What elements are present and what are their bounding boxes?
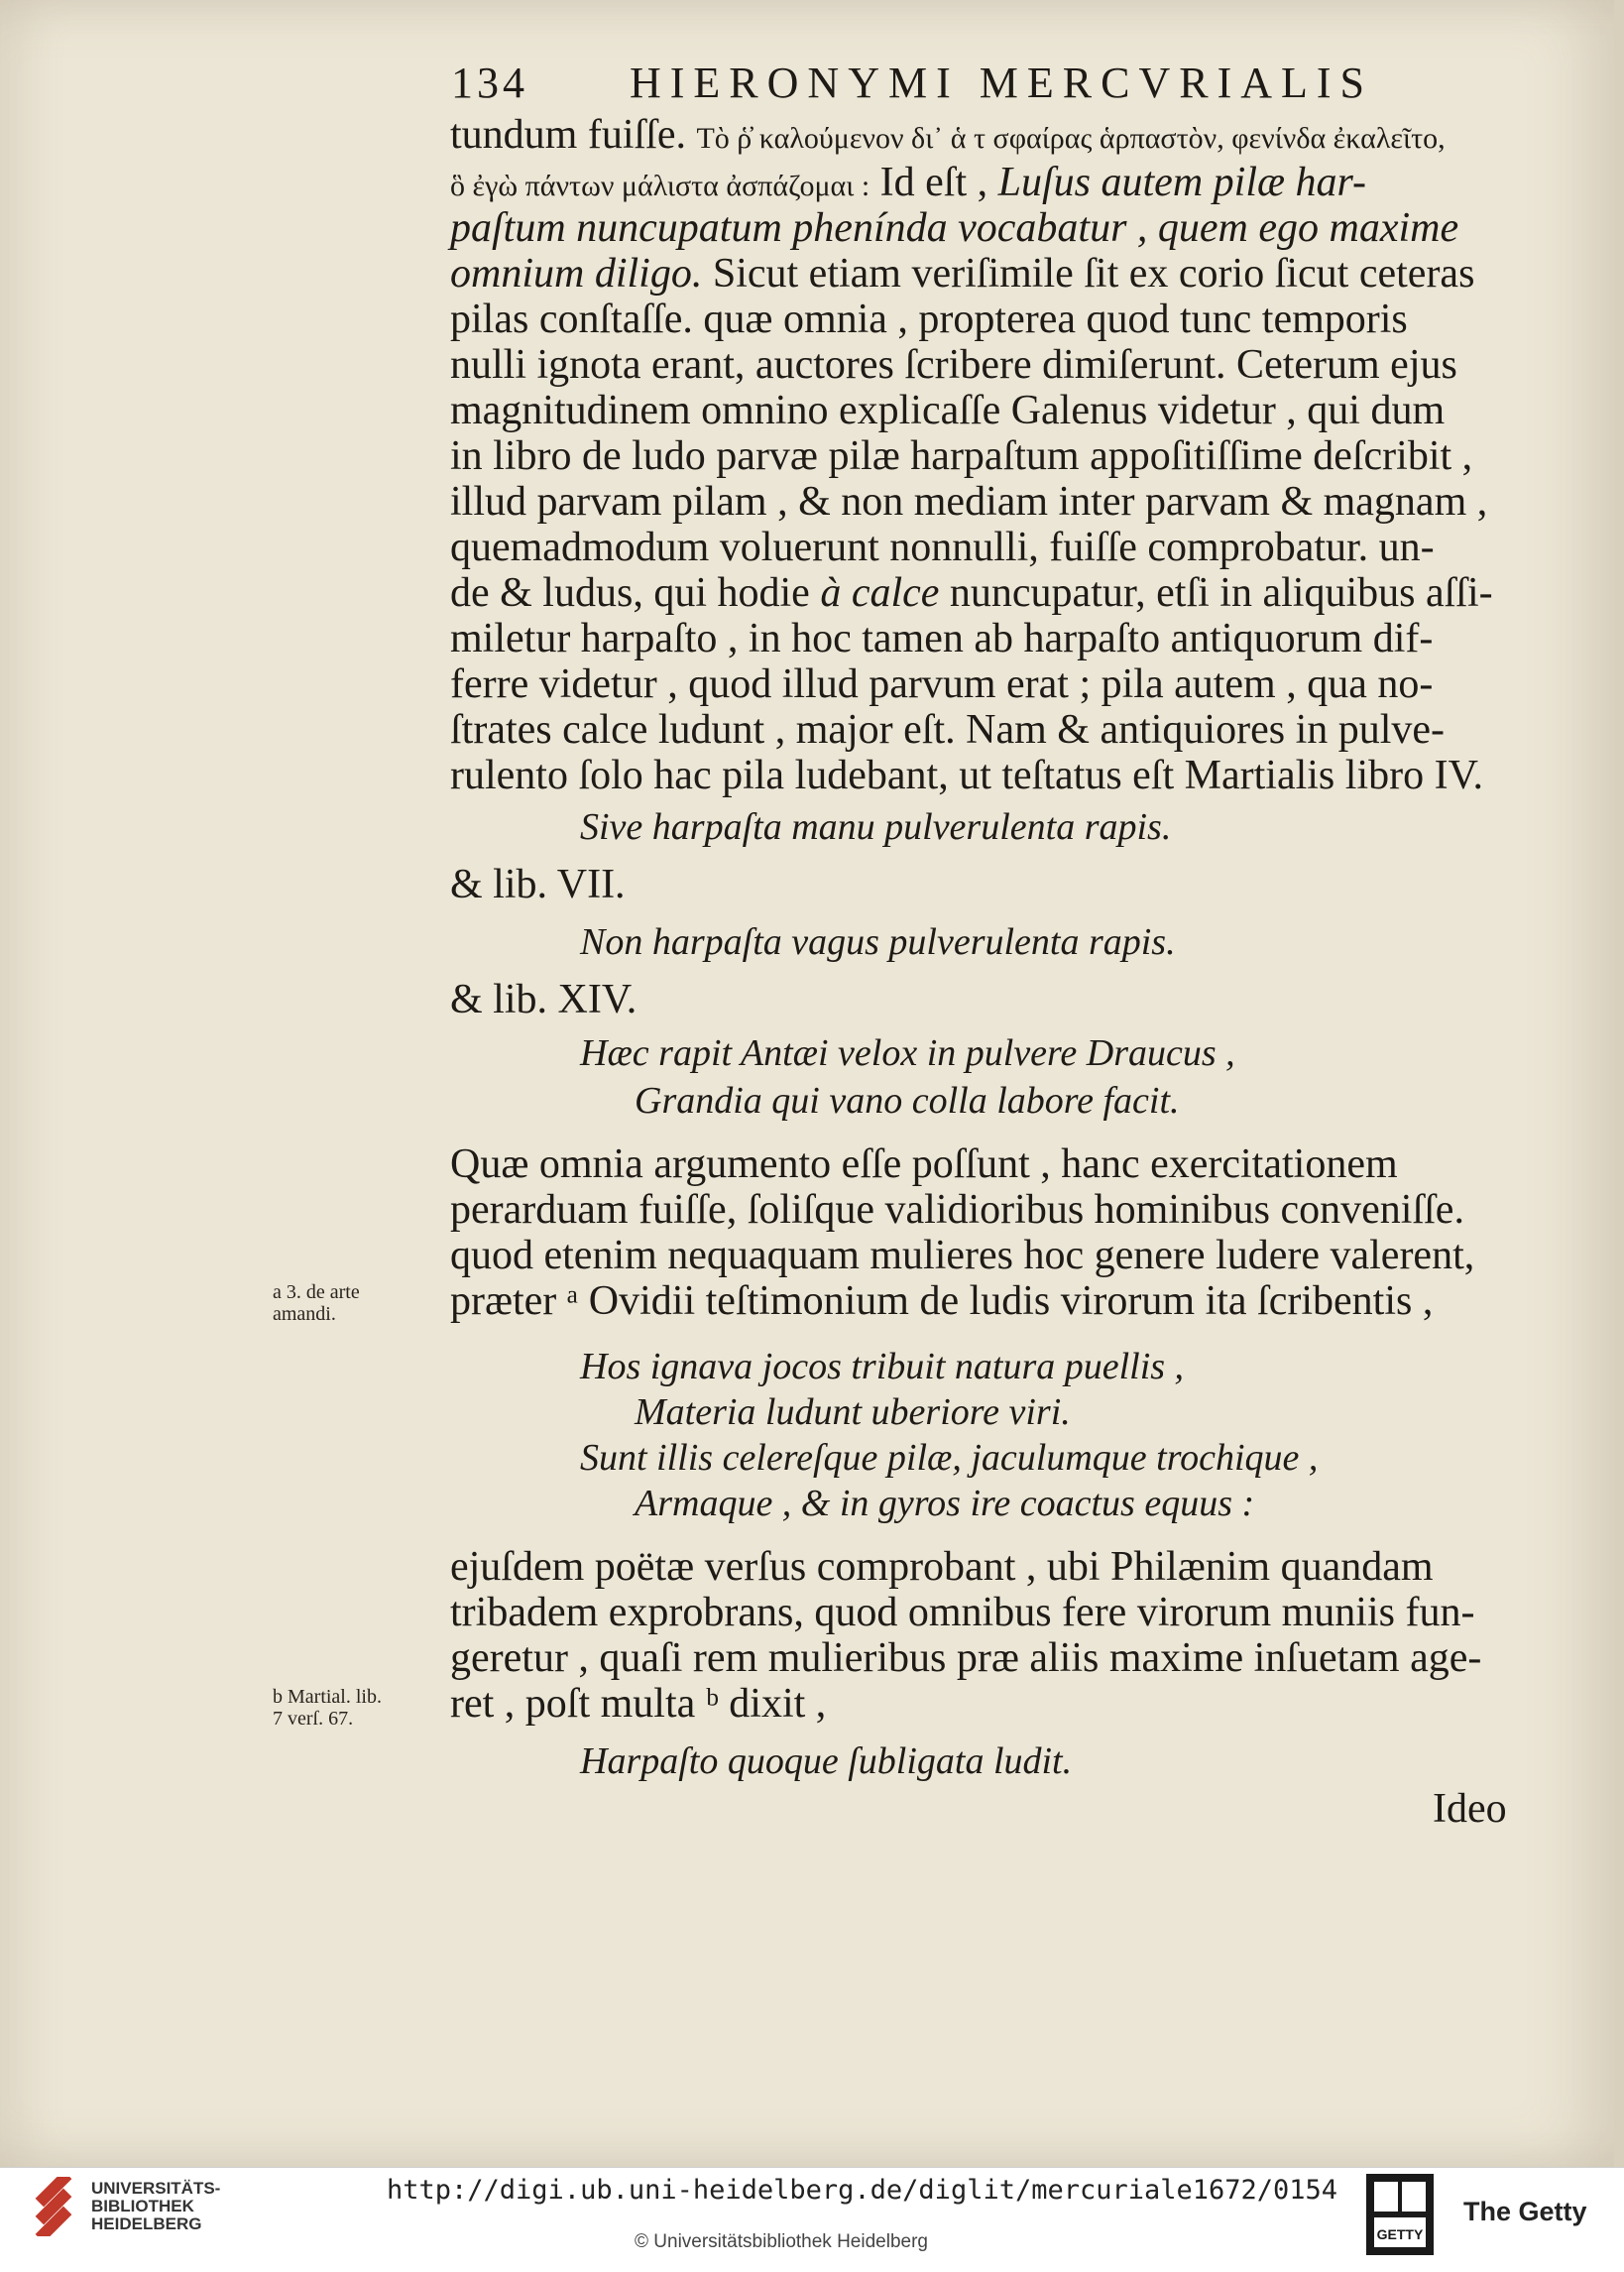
greek-quote: ὃ ἐγὼ πάντων μάλιστα ἀσπάζομαι : bbox=[450, 170, 870, 202]
italic-term: à calce bbox=[820, 570, 940, 616]
verse-line: Sunt illis celereſque pilæ, jaculumque trochique , bbox=[580, 1437, 1319, 1479]
text-line: perarduam fuiſſe, ſoliſque validioribus hominibus conveniſſe. bbox=[450, 1187, 1464, 1233]
text-line: præter ᵃ Ovidii teſtimonium de ludis virorum ita ſcribentis , bbox=[450, 1278, 1434, 1324]
institution-line: BIBLIOTHEK bbox=[91, 2197, 194, 2215]
text-span: nuncupatur, etſi in aliquibus aſſi- bbox=[949, 570, 1493, 616]
text-line: magnitudinem omnino explicaſſe Galenus videtur , qui dum bbox=[450, 388, 1446, 433]
text-line: ret , poſt multa ᵇ dixit , bbox=[450, 1681, 827, 1727]
verse-line: Armaque , & in gyros ire coactus equus : bbox=[635, 1483, 1255, 1524]
greek-quote: Τὸ ῥ̓ καλούμενον δι᾽ ἁ τ σφαίρας ἁρπαστὸν, φενίνδα ἐκαλεῖτο, bbox=[696, 122, 1446, 155]
text-span: Sicut etiam veriſimile ſit ex corio ſicut ceteras bbox=[712, 251, 1475, 297]
text-line bbox=[450, 569, 1493, 617]
text-span: de & ludus, qui hodie bbox=[450, 570, 810, 616]
institution-line: UNIVERSITÄTS- bbox=[91, 2179, 221, 2198]
text-span: Id eſt , bbox=[879, 160, 988, 205]
running-title: HIERONYMI MERCVRIALIS bbox=[630, 59, 1373, 107]
page-url-link[interactable]: http://digi.ub.uni-heidelberg.de/diglit/mercuriale1672/0154 bbox=[387, 2175, 1338, 2206]
text-line: quemadmodum voluerunt nonnulli, fuiſſe comprobatur. un- bbox=[450, 525, 1435, 570]
margin-note-line: amandi. bbox=[273, 1303, 336, 1325]
verse-line: Sive harpaſta manu pulverulenta rapis. bbox=[580, 806, 1172, 848]
verse-line: Harpaſto quoque ſubligata ludit. bbox=[580, 1740, 1073, 1782]
margin-note-line: b Martial. lib. bbox=[273, 1686, 382, 1708]
translation-italic: omnium diligo. bbox=[450, 251, 703, 297]
margin-note-a bbox=[273, 1281, 360, 1325]
verse-line: Hæc rapit Antæi velox in pulvere Draucus , bbox=[580, 1032, 1235, 1074]
verse-line: Hos ignava jocos tribuit natura puellis , bbox=[580, 1346, 1185, 1387]
text-line: illud parvam pilam , & non mediam inter parvam & magnam , bbox=[450, 479, 1488, 525]
running-header bbox=[451, 58, 1373, 108]
margin-note-line: 7 verſ. 67. bbox=[273, 1708, 354, 1730]
text-line: pilas conſtaſſe. quæ omnia , propterea quod tunc temporis bbox=[450, 297, 1408, 342]
text-line: ejuſdem poëtæ verſus comprobant , ubi Philænim quandam bbox=[450, 1544, 1434, 1590]
text-line: quod etenim nequaquam mulieres hoc genere ludere valerent, bbox=[450, 1233, 1475, 1278]
university-library-logo-icon bbox=[30, 2177, 81, 2236]
text-line: ferre videtur , quod illud parvum erat ; pila autem , qua no- bbox=[450, 661, 1434, 707]
institution-name bbox=[91, 2180, 220, 2233]
margin-note-b bbox=[273, 1686, 382, 1730]
text-span: tundum fuiſſe. bbox=[450, 112, 686, 158]
page-number: 134 bbox=[451, 59, 528, 107]
institution-line: HEIDELBERG bbox=[91, 2214, 202, 2233]
text-line bbox=[450, 111, 1446, 159]
catchword: Ideo bbox=[1433, 1786, 1507, 1832]
text-line bbox=[450, 159, 1366, 206]
margin-note-line: a 3. de arte bbox=[273, 1281, 360, 1303]
verse-line: Non harpaſta vagus pulverulenta rapis. bbox=[580, 921, 1176, 963]
translation-italic: Luſus autem pilæ har- bbox=[997, 160, 1366, 205]
text-line: nulli ignota erant, auctores ſcribere dimiſerunt. Ceterum ejus bbox=[450, 342, 1457, 388]
verse-line: Materia ludunt uberiore viri. bbox=[635, 1391, 1071, 1433]
text-line bbox=[450, 250, 1474, 298]
verse-line: Grandia qui vano colla labore facit. bbox=[635, 1080, 1180, 1122]
text-line: rulento ſolo hac pila ludebant, ut teſtatus eſt Martialis libro IV. bbox=[450, 753, 1484, 798]
getty-logo-text: GETTY bbox=[1376, 2226, 1424, 2242]
copyright-notice: © Universitätsbibliothek Heidelberg bbox=[635, 2231, 928, 2252]
text-line: ſtrates calce ludunt , major eſt. Nam & antiquiores in pulve- bbox=[450, 707, 1446, 753]
text-line: in libro de ludo parvæ pilæ harpaſtum appoſitiſſime deſcribit , bbox=[450, 433, 1473, 479]
text-line: geretur , quaſi rem mulieribus præ aliis maxime inſuetam age- bbox=[450, 1635, 1482, 1681]
text-line: tribadem exprobrans, quod omnibus fere virorum muniis fun- bbox=[450, 1590, 1475, 1635]
text-line: & lib. VII. bbox=[450, 862, 626, 907]
text-line: Quæ omnia argumento eſſe poſſunt , hanc exercitationem bbox=[450, 1141, 1398, 1187]
text-line: paſtum nuncupatum phenínda vocabatur , quem ego maxime bbox=[450, 205, 1459, 251]
text-line: miletur harpaſto , in hoc tamen ab harpaſto antiquorum dif- bbox=[450, 616, 1434, 661]
getty-logo-icon bbox=[1366, 2174, 1434, 2255]
partner-name: The Getty bbox=[1463, 2197, 1587, 2226]
text-line: & lib. XIV. bbox=[450, 977, 638, 1022]
